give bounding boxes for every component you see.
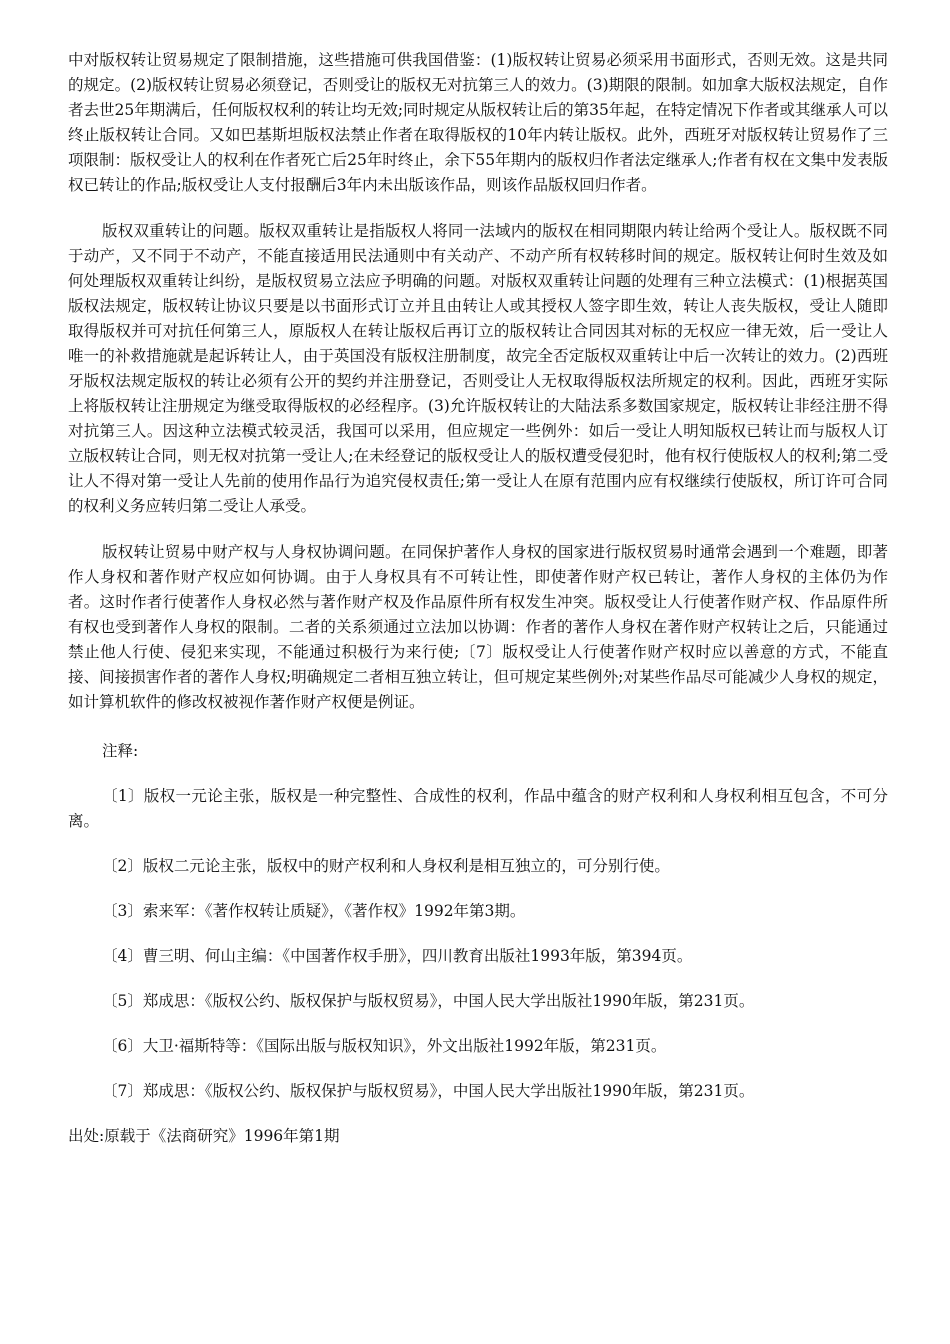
note-4: 〔4〕曹三明、何山主编：《中国著作权手册》，四川教育出版社1993年版，第394页。 <box>102 947 693 965</box>
note-3: 〔3〕索来军：《著作权转让质疑》，《著作权》1992年第3期。 <box>102 902 526 920</box>
note-7: 〔7〕郑成思：《版权公约、版权保护与版权贸易》，中国人民大学出版社1990年版，第231页。 <box>102 1082 755 1100</box>
document-page <box>68 48 888 1149</box>
note-6: 〔6〕大卫·福斯特等：《国际出版与版权知识》，外文出版社1992年版，第231页。 <box>102 1037 667 1055</box>
notes-title: 注释: <box>102 742 139 760</box>
note-5: 〔5〕郑成思：《版权公约、版权保护与版权贸易》，中国人民大学出版社1990年版，第231页。 <box>102 992 755 1010</box>
paragraph-1: 中对版权转让贸易规定了限制措施，这些措施可供我国借鉴：(1)版权转让贸易必须采用书面形式，否则无效。这是共同的规定。(2)版权转让贸易必须登记，否则受让的版权无对抗第三人的效力。(3)期限的限制。如加拿大版权法规定，自作者去世25年期满后，任何版权权利的转让均无效;同时规定从版权转让后的第35年起，在特定情况下作者或其继承人可以终止版权转让合同。又如巴基斯坦版权法禁止作者在取得版权的10年内转让版权。此外，西班牙对版权转让贸易作了三项限制：版权受让人的权利在作者死亡后25年时终止，余下55年期内的版权归作者法定继承人;作者有权在文集中发表版权已转让的作品;版权受让人支付报酬后3年内未出版该作品，则该作品版权回归作者。 <box>68 51 888 194</box>
source-citation: 出处:原载于《法商研究》1996年第1期 <box>68 1127 340 1145</box>
note-2: 〔2〕版权二元论主张，版权中的财产权利和人身权利是相互独立的，可分别行使。 <box>102 857 670 875</box>
paragraph-2: 版权双重转让的问题。版权双重转让是指版权人将同一法域内的版权在相同期限内转让给两个受让人。版权既不同于动产，又不同于不动产，不能直接适用民法通则中有关动产、不动产所有权转移时间的规定。版权转让何时生效及如何处理版权双重转让纠纷，是版权贸易立法应予明确的问题。对版权双重转让问题的处理有三种立法模式：(1)根据英国版权法规定，版权转让协议只要是以书面形式订立并且由转让人或其授权人签字即生效，转让人丧失版权，受让人随即取得版权并可对抗任何第三人，原版权人在转让版权后再订立的版权转让合同因其对标的无权应一律无效，后一受让人唯一的补救措施就是起诉转让人，由于英国没有版权注册制度，故完全否定版权双重转让中后一次转让的效力。(2)西班牙版权法规定版权的转让必须有公开的契约并注册登记，否则受让人无权取得版权法所规定的权利。因此，西班牙实际上将版权转让注册规定为继受取得版权的必经程序。(3)允许版权转让的大陆法系多数国家规定，版权转让非经注册不得对抗第三人。因这种立法模式较灵活，我国可以采用，但应规定一些例外：如后一受让人明知版权已转让而与版权人订立版权转让合同，则无权对抗第一受让人;在未经登记的版权受让人的版权遭受侵犯时，他有权行使版权人的权利;第二受让人不得对第一受让人先前的使用作品行为追究侵权责任;第一受让人在原有范围内应有权继续行使版权，所订许可合同的权利义务应转归第二受让人承受。 <box>68 222 888 515</box>
note-1: 〔1〕版权一元论主张，版权是一种完整性、合成性的权利，作品中蕴含的财产权利和人身权利相互包含，不可分离。 <box>68 787 888 830</box>
paragraph-3: 版权转让贸易中财产权与人身权协调问题。在同保护著作人身权的国家进行版权贸易时通常会遇到一个难题，即著作人身权和著作财产权应如何协调。由于人身权具有不可转让性，即使著作财产权已转让，著作人身权的主体仍为作者。这时作者行使著作人身权必然与著作财产权及作品原件所有权发生冲突。版权受让人行使著作财产权、作品原件所有权也受到著作人身权的限制。二者的关系须通过立法加以协调：作者的著作人身权在著作财产权转让之后，只能通过禁止他人行使、侵犯来实现，不能通过积极行为来行使;〔7〕版权受让人行使著作财产权时应以善意的方式，不能直接、间接损害作者的著作人身权;明确规定二者相互独立转让，但可规定某些例外;对某些作品尽可能减少人身权的规定，如计算机软件的修改权被视作著作财产权便是例证。 <box>68 543 888 711</box>
